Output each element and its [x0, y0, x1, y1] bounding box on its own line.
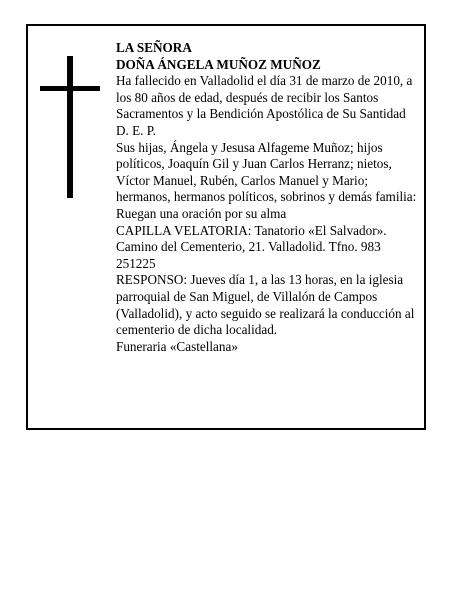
- family-list: Sus hijas, Ángela y Jesusa Alfageme Muñoz; hijos políticos, Joaquín Gil y Juan Carlos Herranz; nietos, Víctor Manuel, Rubén, Carlos Manuel y Mario; hermanos, hermanos políticos, sobrinos y demás familia:: [116, 139, 417, 205]
- cross-horizontal-bar: [40, 86, 100, 91]
- funeral-chapel-info: CAPILLA VELATORIA: Tanatorio «El Salvador». Camino del Cementerio, 21. Valladolid. Tfno. 983 251225: [116, 222, 387, 271]
- service-info: RESPONSO: Jueves día 1, a las 13 horas, en la iglesia parroquial de San Miguel, de Villalón de Campos (Valladolid), y acto seguido se realizará la conducción al cementerio de dicha localidad.: [116, 272, 415, 338]
- deceased-title: LA SEÑORA: [116, 40, 192, 55]
- funeral-home: Funeraria «Castellana»: [116, 338, 238, 354]
- cross-vertical-bar: [67, 56, 73, 198]
- death-announcement: Ha fallecido en Valladolid el día 31 de marzo de 2010, a los 80 años de edad, después de recibir los Santos Sacramentos y la Bendición Apostólica de Su Santidad D. E. P.: [116, 73, 413, 138]
- deceased-name: DOÑA ÁNGELA MUÑOZ MUÑOZ: [116, 56, 321, 72]
- obituary-notice: [26, 24, 426, 430]
- notice-text: [116, 40, 418, 355]
- prayer-request: Ruegan una oración por su alma: [116, 205, 287, 221]
